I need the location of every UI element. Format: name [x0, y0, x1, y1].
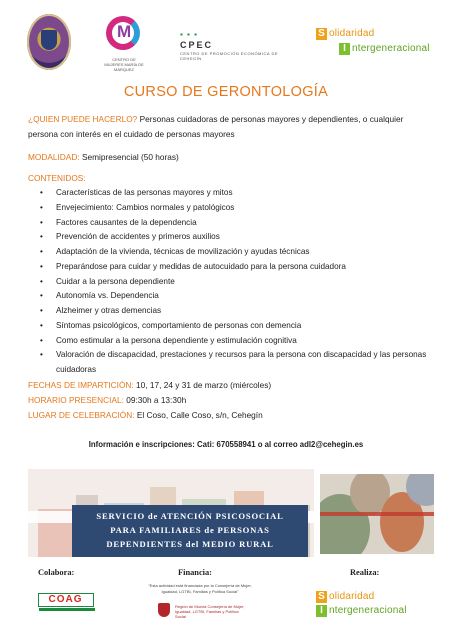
banner-photo: [320, 474, 434, 554]
contents-list: [40, 186, 440, 378]
dates-value: 10, 17, 24 y 31 de marzo (miércoles): [133, 380, 272, 390]
schedule-value: 09:30h a 13:30h: [123, 395, 187, 405]
list-item: • Como estimular a la persona dependiente y estimulación cognitiva: [40, 334, 440, 349]
realiza-label: Realiza:: [350, 568, 380, 577]
banner-line-2: PARA FAMILIARES de PERSONAS: [110, 525, 270, 535]
who-label: ¿QUIEN PUEDE HACERLO?: [28, 114, 138, 124]
collabora-label: Colabora:: [38, 568, 75, 577]
modality-label: MODALIDAD:: [28, 152, 80, 162]
modality-section: [28, 150, 438, 165]
who-text-1: Personas cuidadoras de personas mayores y dependientes, o cualquier: [137, 114, 404, 124]
list-item: • Cuidar a la persona dependiente: [40, 275, 440, 290]
financia-note: "Esta actividad está financiada por la Consejería de Mujer, Igualdad, LGTBI, Familias y Política Social": [148, 583, 252, 594]
solidaridad-intergeneracional-logo-footer: S olidaridad I ntergeneracional: [316, 591, 432, 621]
list-item: • Características de las personas mayores y mitos: [40, 186, 440, 201]
list-item: • Valoración de discapacidad, prestaciones y recursos para la persona con discapacidad y las personas cuidadoras: [40, 348, 440, 378]
banner-line-1: SERVICIO de ATENCIÓN PSICOSOCIAL: [96, 511, 284, 521]
cehegin-crest-logo: [27, 14, 71, 70]
contact-info: Información e inscripciones: Cati: 670558941 o al correo adl2@cehegin.es: [88, 440, 364, 449]
financia-label: Financia:: [178, 568, 212, 577]
coag-logo: COAG: [38, 593, 94, 607]
banner-title: [72, 505, 308, 557]
dates-section: [28, 378, 438, 423]
list-item: • Preparándose para cuidar y medidas de autocuidado para la persona cuidadora: [40, 260, 440, 275]
schedule-label: HORARIO PRESENCIAL:: [28, 395, 124, 405]
venue-label: LUGAR DE CELEBRACIÓN:: [28, 410, 135, 420]
page-title: CURSO DE GERONTOLOGÍA: [123, 84, 329, 100]
banner-line-3: DEPENDIENTES del MEDIO RURAL: [106, 539, 274, 549]
list-item: • Autonomía vs. Dependencia: [40, 289, 440, 304]
list-item: • Envejecimiento: Cambios normales y patológicos: [40, 201, 440, 216]
murcia-crest-logo: [158, 603, 170, 617]
centro-mujeres-logo: M CENTRO DE MUJERES MARÍA DE MÁRQUEZ: [104, 14, 144, 70]
list-item: • Adaptación de la vivienda, técnicas de movilización y ayudas técnicas: [40, 245, 440, 260]
murcia-text: Región de Murcia Consejería de Mujer, Igualdad, LGTBI, Familias y Política Social: [175, 604, 245, 619]
list-item: • Alzheimer y otras demencias: [40, 304, 440, 319]
list-item: • Prevención de accidentes y primeros auxilios: [40, 230, 440, 245]
cpec-logo: ▪ ▪ ▪ CPEC CENTRO DE PROMOCIÓN ECONÓMICA DE CEHEGÍN: [180, 30, 279, 61]
venue-value: El Coso, Calle Coso, s/n, Cehegín: [134, 410, 263, 420]
contents-label: CONTENIDOS:: [28, 173, 86, 183]
dates-label: FECHAS DE IMPARTICIÓN:: [28, 380, 134, 390]
list-item: • Síntomas psicológicos, comportamiento de personas con demencia: [40, 319, 440, 334]
who-section: [28, 112, 438, 142]
list-item: • Factores causantes de la dependencia: [40, 216, 440, 231]
modality-value: Semipresencial (50 horas): [79, 152, 179, 162]
who-text-2: persona con interés en el cuidado de personas mayores: [28, 129, 235, 139]
solidaridad-intergeneracional-logo: S olidaridad I ntergeneracional: [316, 28, 432, 58]
